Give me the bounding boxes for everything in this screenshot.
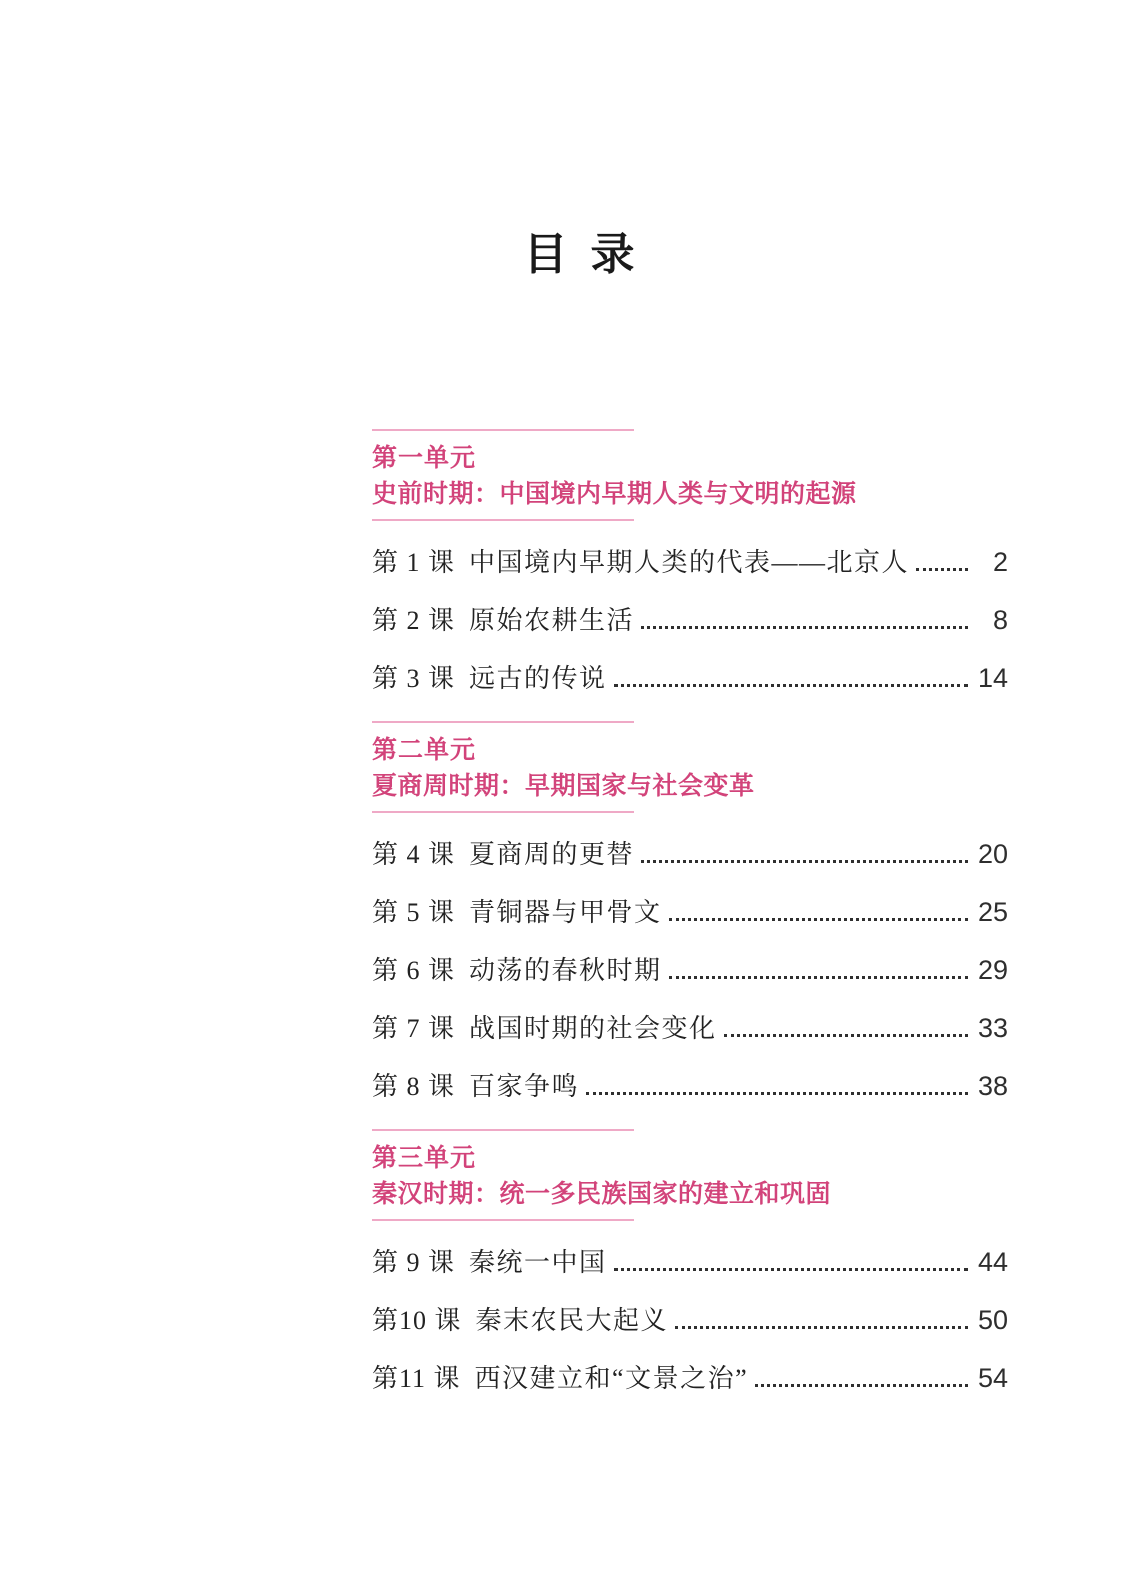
toc-entry [372, 839, 1008, 870]
dot-leader [724, 1034, 968, 1037]
dot-leader [614, 1268, 968, 1271]
dot-leader [614, 684, 968, 687]
lesson-title: 战国时期的社会变化 [469, 1014, 717, 1044]
lesson-number: 第 8 课 [372, 1072, 456, 1102]
lesson-title: 秦末农民大起义 [475, 1306, 669, 1336]
lesson-list [372, 547, 1008, 694]
unit-divider-top [372, 1129, 634, 1131]
page-number: 29 [977, 955, 1008, 986]
lesson-title: 秦统一中国 [469, 1248, 607, 1278]
lesson-number: 第 7 课 [372, 1014, 456, 1044]
unit-divider-bottom [372, 1219, 634, 1221]
toc-entry [372, 547, 1008, 578]
lesson-title: 原始农耕生活 [469, 606, 635, 636]
lesson-number: 第 6 课 [372, 956, 456, 986]
unit-header [372, 1129, 1008, 1221]
lesson-title: 百家争鸣 [469, 1072, 580, 1102]
dot-leader [755, 1384, 968, 1387]
lesson-title: 青铜器与甲骨文 [469, 898, 662, 928]
unit-header [372, 429, 1008, 521]
toc-content [372, 429, 1008, 1394]
lesson-number: 第 3 课 [372, 664, 456, 694]
lesson-title: 动荡的春秋时期 [469, 956, 662, 986]
unit-divider-top [372, 429, 634, 431]
dot-leader [669, 918, 968, 921]
page-title: 目 录 [523, 230, 641, 279]
lesson-number: 第 5 课 [372, 898, 456, 928]
page-number: 8 [992, 605, 1008, 636]
unit-subtitle: 夏商周时期：早期国家与社会变革 [372, 772, 755, 801]
lesson-list [372, 839, 1008, 1102]
lesson-title: 西汉建立和“文景之治” [474, 1364, 749, 1394]
lesson-number: 第 2 课 [372, 606, 456, 636]
toc-entry [372, 605, 1008, 636]
unit-name: 第二单元 [372, 736, 477, 765]
dot-leader [586, 1092, 968, 1095]
lesson-number: 第11 课 [372, 1364, 461, 1394]
unit-name: 第一单元 [372, 444, 477, 473]
page-number: 38 [977, 1071, 1008, 1102]
lesson-title: 远古的传说 [469, 664, 607, 694]
page-number: 20 [977, 839, 1008, 870]
unit-section-2 [372, 721, 1008, 1102]
dot-leader [641, 860, 968, 863]
page-number: 25 [977, 897, 1008, 928]
unit-section-3 [372, 1129, 1008, 1394]
lesson-title: 中国境内早期人类的代表——北京人 [469, 548, 910, 578]
toc-entry [372, 897, 1008, 928]
toc-entry [372, 1071, 1008, 1102]
lesson-number: 第 4 课 [372, 840, 456, 870]
unit-header [372, 721, 1008, 813]
lesson-title: 夏商周的更替 [469, 840, 635, 870]
unit-divider-top [372, 721, 634, 723]
unit-name: 第三单元 [372, 1144, 477, 1173]
page-number: 33 [977, 1013, 1008, 1044]
lesson-list [372, 1247, 1008, 1394]
lesson-number: 第 1 课 [372, 548, 456, 578]
dot-leader [675, 1326, 968, 1329]
page-number: 14 [977, 663, 1008, 694]
lesson-number: 第 9 课 [372, 1248, 456, 1278]
page-number: 2 [992, 547, 1008, 578]
toc-entry [372, 1305, 1008, 1336]
page-number: 54 [977, 1363, 1008, 1394]
dot-leader [641, 626, 968, 629]
toc-entry [372, 663, 1008, 694]
toc-entry [372, 1247, 1008, 1278]
dot-leader [669, 976, 968, 979]
page-number: 50 [977, 1305, 1008, 1336]
unit-subtitle: 史前时期：中国境内早期人类与文明的起源 [372, 480, 857, 509]
unit-divider-bottom [372, 811, 634, 813]
unit-subtitle: 秦汉时期：统一多民族国家的建立和巩固 [372, 1180, 832, 1209]
toc-entry [372, 1013, 1008, 1044]
unit-section-1 [372, 429, 1008, 694]
unit-divider-bottom [372, 519, 634, 521]
page-number: 44 [977, 1247, 1008, 1278]
dot-leader [916, 568, 968, 571]
toc-entry [372, 955, 1008, 986]
toc-entry [372, 1363, 1008, 1394]
lesson-number: 第10 课 [372, 1306, 462, 1336]
